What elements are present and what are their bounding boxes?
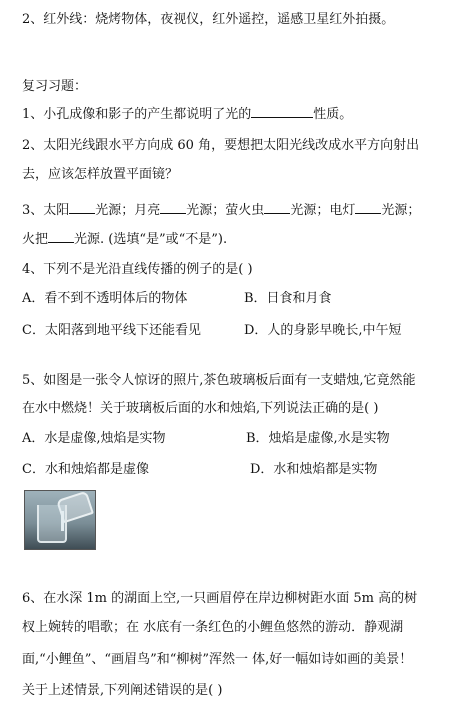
glass-cup-shape <box>37 505 67 543</box>
q3-instruction: 光源. (选填“是”或“不是”). <box>74 232 228 247</box>
question-2-line1: 2、太阳光线跟水平方向成 60 角，要想把太阳光线改成水平方向射出 <box>22 138 420 153</box>
q3-blank-firefly[interactable] <box>264 201 290 214</box>
q3-blank-lamp[interactable] <box>355 201 381 214</box>
q3-moon: 光源；月亮 <box>95 203 161 218</box>
question-3-line1 <box>22 201 420 219</box>
review-title: 复习习题： <box>22 79 88 94</box>
q5-option-a[interactable]: A．水是虚像,烛焰是实物 <box>22 431 166 446</box>
question-6-line3: 面,“小鲤鱼”、“画眉鸟”和“柳树”浑然一 体,好一幅如诗如画的美景！ <box>22 652 413 667</box>
q3-lamp-end: 光源； <box>381 203 421 218</box>
q3-blank-torch[interactable] <box>48 230 74 243</box>
q3-firefly: 光源；萤火虫 <box>186 203 265 218</box>
q3-blank-sun[interactable] <box>69 201 95 214</box>
q3-lamp: 光源；电灯 <box>290 203 356 218</box>
question-2-line2: 去，应该怎样放置平面镜？ <box>22 167 179 182</box>
candle-water-photo <box>24 490 96 550</box>
q4-option-c[interactable]: C．太阳落到地平线下还能看见 <box>22 323 201 338</box>
question-5-line2: 在水中燃烧！关于玻璃板后面的水和烛焰,下列说法正确的是( ) <box>22 401 379 416</box>
q3-torch: 火把 <box>22 232 49 247</box>
question-3-line2 <box>22 230 227 248</box>
q4-option-d[interactable]: D．人的身影早晚长,中午短 <box>244 323 402 338</box>
line-infrared-uses: 2、红外线：烧烤物体，夜视仪，红外遥控，遥感卫星红外拍摄。 <box>22 12 395 27</box>
question-6-line1: 6、在水深 1m 的湖面上空,一只画眉停在岸边柳树距水面 5m 高的树 <box>22 591 418 606</box>
q3-blank-moon[interactable] <box>160 201 186 214</box>
q4-option-b[interactable]: B．日食和月食 <box>244 291 332 306</box>
question-6-line2: 杈上婉转的唱歌；在 水底有一条红色的小鲤鱼悠然的游动．静观湖 <box>22 620 404 635</box>
q3-sun: 3、太阳 <box>22 203 70 218</box>
question-6-line4: 关于上述情景,下列阐述错误的是( ) <box>22 683 223 698</box>
question-4-stem: 4、下列不是光沿直线传播的例子的是( ) <box>22 262 253 277</box>
question-5-line1: 5、如图是一张令人惊讶的照片,茶色玻璃板后面有一支蜡烛,它竟然能 <box>22 373 416 388</box>
q4-option-a[interactable]: A．看不到不透明体后的物体 <box>22 291 188 306</box>
q1-blank[interactable] <box>251 105 313 118</box>
q1-text-pre: 1、小孔成像和影子的产生都说明了光的 <box>22 107 252 122</box>
q5-option-d[interactable]: D．水和烛焰都是实物 <box>250 462 378 477</box>
q5-option-b[interactable]: B．烛焰是虚像,水是实物 <box>246 431 390 446</box>
question-1 <box>22 105 352 123</box>
q5-option-c[interactable]: C．水和烛焰都是虚像 <box>22 462 149 477</box>
q1-text-post: 性质。 <box>313 107 353 122</box>
